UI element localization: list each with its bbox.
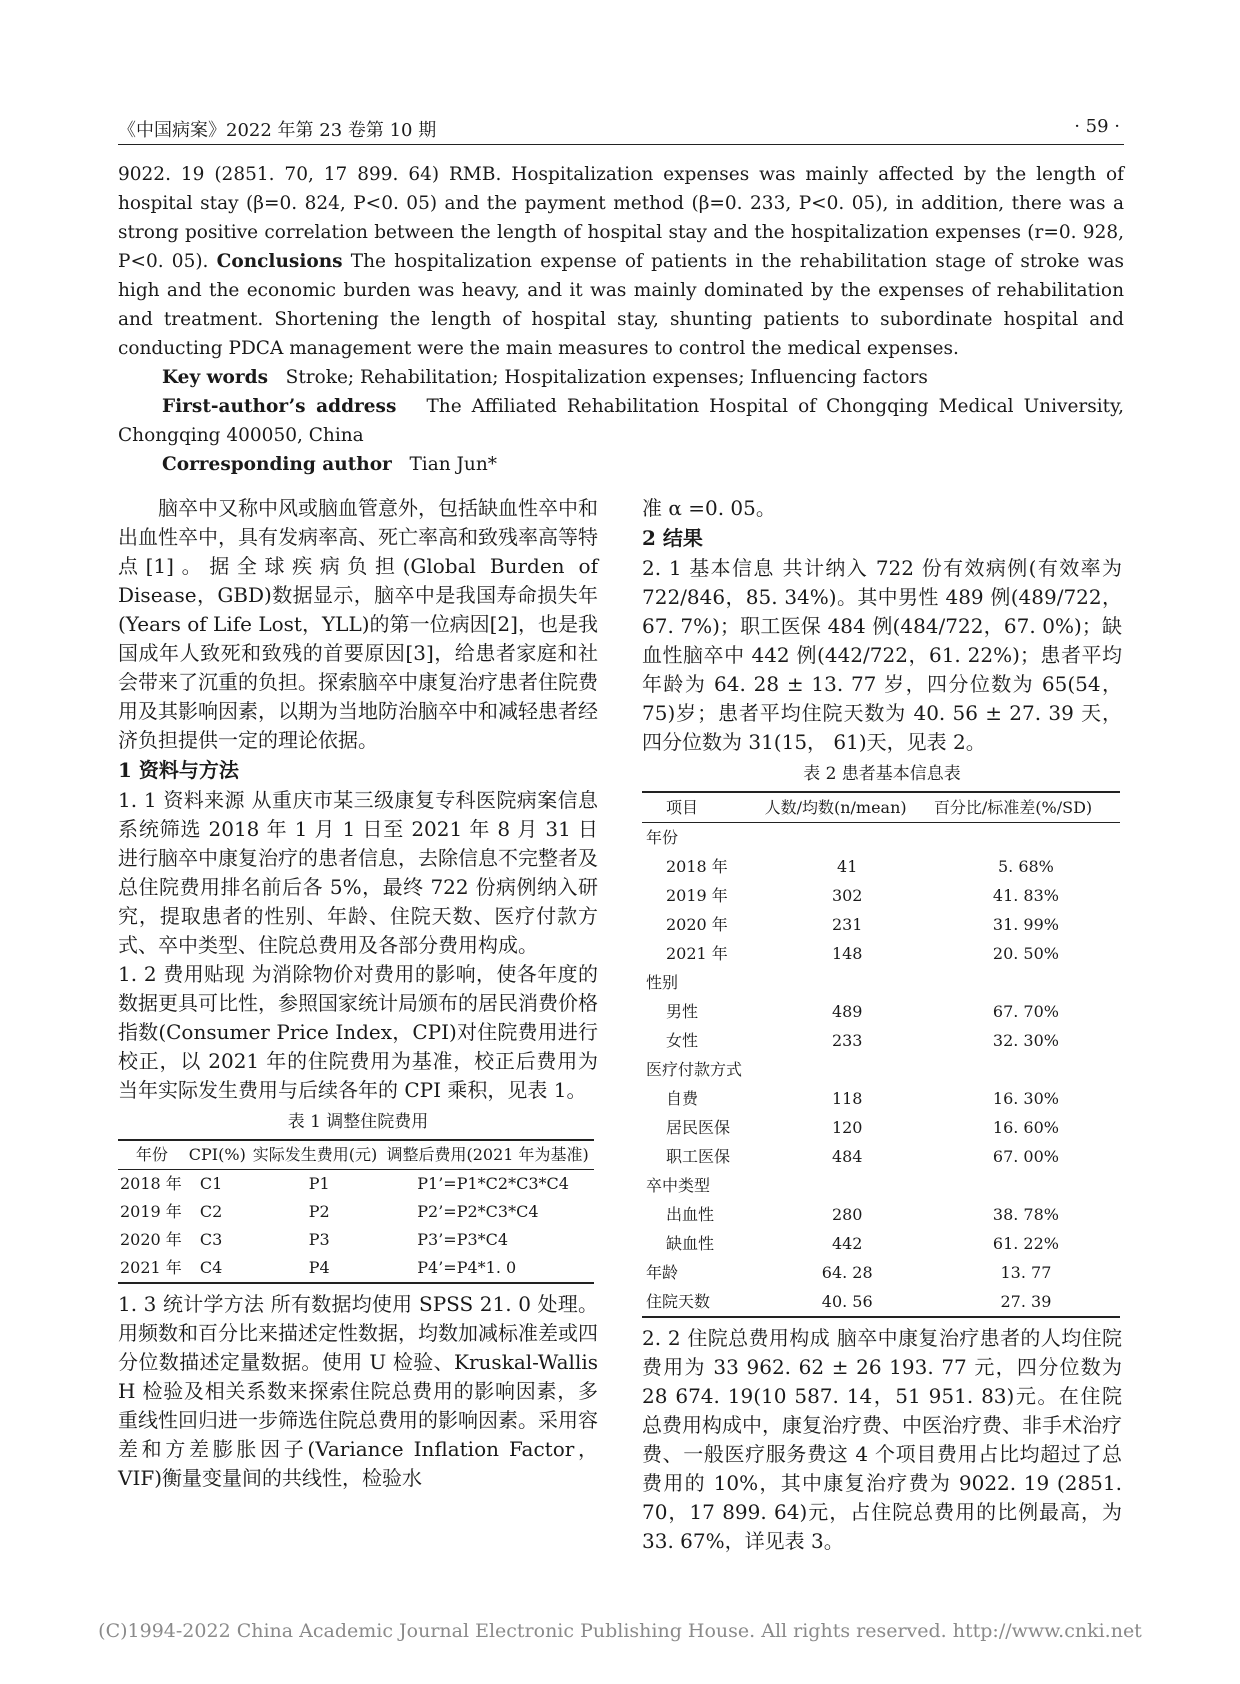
table2-cell: 64. 28	[821, 1263, 873, 1282]
table2-cell: 302	[831, 886, 863, 905]
english-abstract	[118, 160, 1124, 479]
table2-cell: 148	[831, 944, 863, 963]
table2-cell: 13. 77	[1000, 1263, 1052, 1282]
table-row	[642, 1113, 1120, 1142]
table2-cell	[763, 1055, 932, 1084]
table2-cell: 489	[831, 1002, 863, 1021]
copyright-footer: (C)1994-2022 China Academic Journal Electronic Publishing House. All rights reserved. http://www.cnki.net	[98, 1620, 1142, 1642]
table-row	[642, 1171, 1120, 1200]
table-row	[642, 852, 1120, 881]
table2-cell: 442	[831, 1234, 863, 1253]
section-1-2: 1. 2 费用贴现 为消除物价对费用的影响，使各年度的数据更具可比性，参照国家统计局颁布的居民消费价格指数(Consumer Price Index，CPI)对住院费用进行校正，以 2021 年的住院费用为基准，校正后费用为当年实际发生费用与后续各年的 CPI 乘积，见表 1。	[118, 962, 598, 1102]
table-row	[118, 1198, 594, 1226]
table2-cell: 2020 年	[666, 915, 728, 934]
table2-cell: 231	[831, 915, 863, 934]
table1-cell: P3’=P3*C4	[417, 1230, 509, 1249]
table2-cell: 67. 70%	[992, 1002, 1059, 1021]
section-2-2: 2. 2 住院总费用构成 脑卒中康复治疗患者的人均住院费用为 33 962. 62 ± 26 193. 77 元，四分位数为 28 674. 19(10 587. 14，51 951. 83)元。在住院总费用构成中，康复治疗费、中医治疗费、非手术治疗费、一般医疗服务费这 4 个项目费用占比均超过了总费用的 10%，其中康复治疗费为 9022. 19 (2851. 70，17 899. 64)元，占住院总费用的比例最高，为 33. 67%，详见表 3。	[642, 1326, 1122, 1553]
table-row	[642, 1287, 1120, 1317]
table-row	[642, 910, 1120, 939]
table2-cell: 住院天数	[642, 1287, 763, 1317]
section-1-1: 1. 1 资料来源 从重庆市某三级康复专科医院病案信息系统筛选 2018 年 1 月 1 日至 2021 年 8 月 31 日进行脑卒中康复治疗的患者信息，去除信息不完整者及总住院费用排名前后各 5%，最终 722 份病例纳入研究，提取患者的性别、年龄、住院天数、医疗付款方式、卒中类型、住院总费用及各部分费用构成。	[118, 788, 598, 957]
table2-cell: 20. 50%	[992, 944, 1059, 963]
table2-header: 百分比/标准差(%/SD)	[932, 792, 1120, 823]
keywords-line	[118, 363, 1124, 392]
table2-cell: 16. 60%	[992, 1118, 1059, 1137]
section-1-3: 1. 3 统计学方法 所有数据均使用 SPSS 21. 0 处理。用频数和百分比来描述定性数据，均数加减标准差或四分位数描述定量数据。使用 U 检验、Kruskal-Wallis H 检验及相关系数来探索住院总费用的影响因素，多重线性回归进一步筛选住院总费用的影响因素。采用容差和方差膨胀因子(Variance Inflation Factor，VIF)衡量变量间的共线性，检验水	[118, 1292, 598, 1490]
table2-cell: 27. 39	[932, 1287, 1120, 1317]
table2-cell: 5. 68%	[997, 857, 1054, 876]
table2-cell: 女性	[666, 1031, 699, 1050]
table2-cell: 2019 年	[666, 886, 728, 905]
table2-cell: 120	[831, 1118, 863, 1137]
table-row	[642, 881, 1120, 910]
table1-cell: C4	[186, 1254, 249, 1283]
keywords-label: Key words	[162, 367, 268, 388]
results-text: 9022. 19 (2851. 70, 17 899. 64) RMB. Hospitalization expenses was mainly affected by the length of hospital stay (β=0. 824, P<0. 05) and the payment method (β=0. 233, P<0. 05), in addition, there was a strong positive correlation between the length of hospital stay and the hospitalization expenses (r=0. 928, P<0. 05).	[118, 164, 1124, 272]
section-2-heading: 2 结果	[642, 526, 703, 550]
left-column	[118, 494, 598, 1493]
table1-cell: P1	[308, 1174, 330, 1193]
table1	[118, 1139, 594, 1284]
table2-cell: 32. 30%	[992, 1031, 1059, 1050]
intro-paragraph: 脑卒中又称中风或脑血管意外，包括缺血性卒中和出血性卒中，具有发病率高、死亡率高和致残率高等特点[1]。据全球疾病负担(Global Burden of Disease，GBD)数据显示，脑卒中是我国寿命损失年(Years of Life Lost，YLL)的第一位病因[2]，也是我国成年人致死和致残的首要原因[3]，给患者家庭和社会带来了沉重的负担。探索脑卒中康复治疗患者住院费用及其影响因素，以期为当地防治脑卒中和减轻患者经济负担提供一定的理论依据。	[118, 496, 598, 752]
table1-cell: C3	[199, 1230, 223, 1249]
table2-cell: 41. 83%	[992, 886, 1059, 905]
section-2-1: 2. 1 基本信息 共计纳入 722 份有效病例(有效率为 722/846，85. 34%)。其中男性 489 例(489/722，67. 7%)；职工医保 484 例(484/722，67. 0%)；缺血性脑卒中 442 例(442/722，61. 22%)；患者平均年龄为 64. 28 ± 13. 77 岁，四分位数为 65(54，75)岁；患者平均住院天数为 40. 56 ± 27. 39 天，四分位数为 31(15， 61)天，见表 2。	[642, 556, 1122, 754]
table2-cell: 38. 78%	[992, 1205, 1059, 1224]
table2-cell: 2021 年	[666, 944, 728, 963]
table1-cell: P4	[249, 1254, 382, 1283]
table-row	[118, 1254, 594, 1283]
conclusions-text: The hospitalization expense of patients in the rehabilitation stage of stroke was high and the economic burden was heavy, and it was mainly dominated by the expenses of rehabilitation and treatment. Shortening the length of hospital stay, shunting patients to subordinate hospital and conducting PDCA management were the main measures to control the medical expenses.	[118, 251, 1124, 359]
table2-cell: 67. 00%	[992, 1147, 1059, 1166]
table1-cell: C2	[199, 1202, 223, 1221]
address-text: The Affiliated Rehabilitation Hospital of Chongqing Medical University, Chongqing 400050, China	[118, 396, 1124, 446]
table2-cell: 280	[831, 1205, 863, 1224]
table-row	[118, 1170, 594, 1199]
page-number: · 59 ·	[1074, 116, 1120, 137]
table1-header: 调整后费用(2021 年为基准)	[381, 1140, 594, 1170]
table-row	[642, 1258, 1120, 1287]
journal-title: 《中国病案》2022 年第 23 卷第 10 期	[118, 120, 437, 141]
table-row	[642, 968, 1120, 997]
table2-cell: 年份	[646, 828, 679, 847]
table1-cell: P2	[308, 1202, 330, 1221]
table2-cell: 医疗付款方式	[646, 1060, 743, 1079]
table2-caption: 表 2 患者基本信息表	[803, 764, 961, 784]
table1-cell: P4’=P4*1. 0	[381, 1254, 594, 1283]
table-row	[642, 1055, 1120, 1084]
table2-cell: 31. 99%	[992, 915, 1059, 934]
table2-cell: 缺血性	[666, 1234, 715, 1253]
page-header	[118, 114, 1124, 145]
table2-cell: 16. 30%	[992, 1089, 1059, 1108]
table2-cell: 233	[831, 1031, 863, 1050]
table-row	[642, 1229, 1120, 1258]
table2-cell: 居民医保	[666, 1118, 731, 1137]
table2-cell: 484	[831, 1147, 863, 1166]
right-column	[642, 494, 1122, 1556]
table1-cell: P3	[308, 1230, 330, 1249]
table1-cell: 2020 年	[120, 1230, 182, 1249]
table1-header: CPI(%)	[186, 1140, 249, 1170]
table1-cell: 2018 年	[120, 1174, 182, 1193]
table-row	[642, 1200, 1120, 1229]
table2-cell	[932, 1171, 1120, 1200]
address-label: First-author’s address	[162, 396, 397, 417]
table1-cell: 2019 年	[120, 1202, 182, 1221]
table2-cell: 118	[831, 1089, 863, 1108]
table1-cell: P1’=P1*C2*C3*C4	[417, 1174, 569, 1193]
table2-cell: 出血性	[666, 1205, 715, 1224]
corresponding-label: Corresponding author	[162, 454, 392, 475]
table1-caption: 表 1 调整住院费用	[287, 1112, 429, 1132]
address-line	[118, 392, 1124, 450]
table2-cell: 年龄	[646, 1263, 679, 1282]
table2	[642, 791, 1120, 1318]
corresponding-text: Tian Jun*	[409, 454, 498, 475]
table1-cell: P2’=P2*C3*C4	[417, 1202, 539, 1221]
table2-cell: 61. 22%	[992, 1234, 1059, 1253]
table-row	[118, 1226, 594, 1254]
table2-cell: 卒中类型	[646, 1176, 711, 1195]
table2-cell	[763, 823, 932, 853]
section-1-heading: 1 资料与方法	[118, 758, 239, 782]
table2-header: 人数/均数(n/mean)	[763, 792, 932, 823]
table2-cell	[763, 968, 932, 997]
table-row	[642, 1026, 1120, 1055]
table2-cell: 职工医保	[666, 1147, 731, 1166]
table2-cell: 自费	[666, 1089, 699, 1108]
corresponding-line	[118, 450, 1124, 479]
table-row	[642, 997, 1120, 1026]
table2-cell	[932, 968, 1120, 997]
table2-cell: 40. 56	[763, 1287, 932, 1317]
continued-text: 准 α =0. 05。	[642, 496, 776, 520]
table1-header: 实际发生费用(元)	[249, 1140, 382, 1170]
table-row	[642, 823, 1120, 853]
table2-cell: 2018 年	[666, 857, 728, 876]
table2-cell: 性别	[646, 973, 679, 992]
table2-cell: 男性	[666, 1002, 699, 1021]
table-row	[642, 1084, 1120, 1113]
table1-cell: 2021 年	[118, 1254, 186, 1283]
abstract-results	[118, 160, 1124, 363]
table-row	[642, 1142, 1120, 1171]
table1-header: 年份	[118, 1140, 186, 1170]
table2-cell	[932, 1055, 1120, 1084]
table2-cell	[932, 823, 1120, 853]
table2-header: 项目	[642, 792, 763, 823]
conclusions-label: Conclusions	[216, 251, 343, 272]
table2-cell	[763, 1171, 932, 1200]
table-row	[642, 939, 1120, 968]
table2-cell: 41	[837, 857, 858, 876]
keywords-text: Stroke; Rehabilitation; Hospitalization expenses; Influencing factors	[285, 367, 928, 388]
table1-cell: C1	[199, 1174, 223, 1193]
